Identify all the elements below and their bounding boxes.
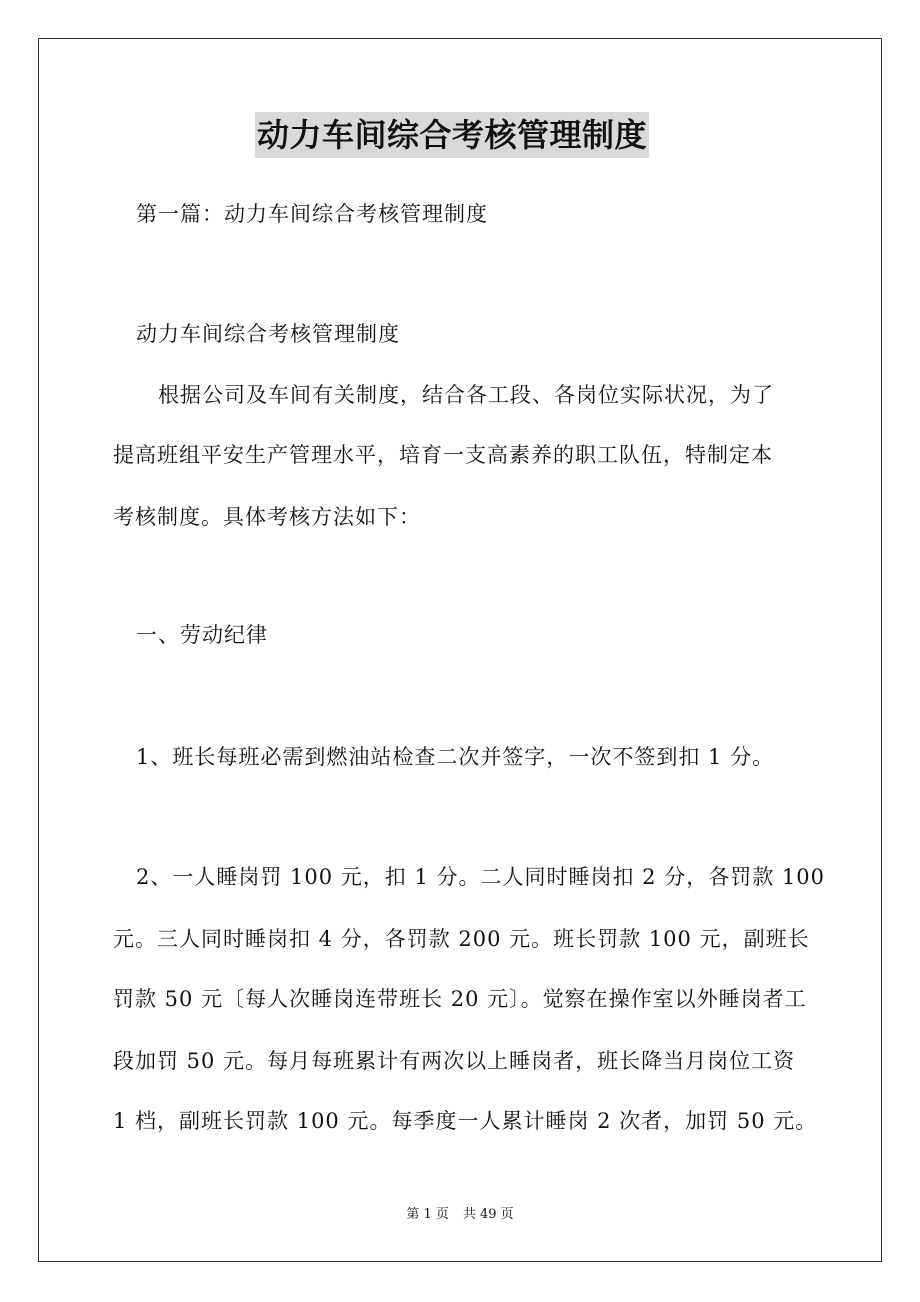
item-2-line-3: 罚款 50 元〔每人次睡岗连带班长 20 元〕。觉察在操作室以外睡岗者工 xyxy=(113,987,807,1011)
page-total: 共 49 页 xyxy=(462,1207,514,1222)
intro-line-2: 提高班组平安生产管理水平，培育一支高素养的职工队伍，特制定本 xyxy=(113,443,773,467)
item-2-line-1: 2、一人睡岗罚 100 元，扣 1 分。二人同时睡岗扣 2 分，各罚款 100 xyxy=(136,865,825,889)
page-number: 第 1 页 xyxy=(406,1207,449,1222)
item-2-line-2: 元。三人同时睡岗扣 4 分，各罚款 200 元。班长罚款 100 元，副班长 xyxy=(113,927,810,951)
item-2-line-5: 1 档，副班长罚款 100 元。每季度一人累计睡岗 2 次者，加罚 50 元。 xyxy=(113,1109,818,1133)
section-1-heading: 一、劳动纪律 xyxy=(136,623,268,647)
item-2-line-4: 段加罚 50 元。每月每班累计有两次以上睡岗者，班长降当月岗位工资 xyxy=(113,1049,796,1073)
intro-line-1: 根据公司及车间有关制度，结合各工段、各岗位实际状况，为了 xyxy=(158,383,774,407)
chapter-heading: 第一篇：动力车间综合考核管理制度 xyxy=(136,202,488,226)
subheading: 动力车间综合考核管理制度 xyxy=(136,322,400,346)
document-title: 动力车间综合考核管理制度 xyxy=(255,112,649,158)
page-footer xyxy=(0,1206,920,1224)
intro-line-3: 考核制度。具体考核方法如下： xyxy=(113,505,421,529)
item-1: 1、班长每班必需到燃油站检查二次并签字，一次不签到扣 1 分。 xyxy=(136,745,775,769)
